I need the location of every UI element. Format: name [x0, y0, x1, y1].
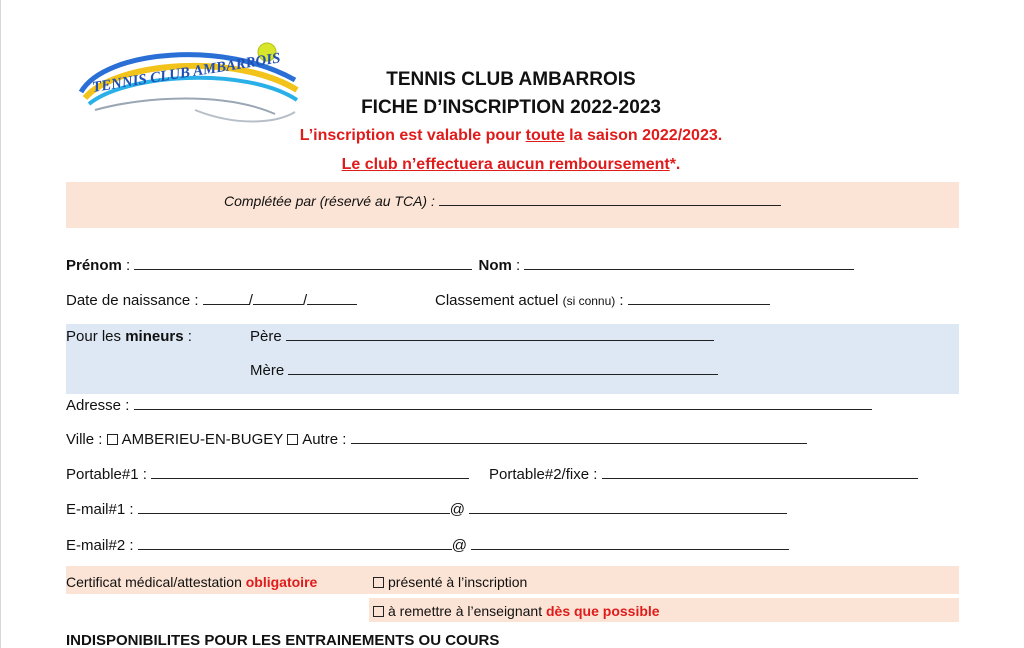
email1-label: E-mail#1 : [66, 501, 134, 518]
father-row [250, 327, 714, 347]
completed-by-row [224, 191, 781, 211]
birth-row: Date de naissance : / / [66, 291, 357, 311]
form-title: FICHE D’INSCRIPTION 2022-2023 [361, 97, 661, 118]
email2-domain-field[interactable] [471, 536, 789, 550]
notice-emphasis: toute [525, 127, 565, 144]
mother-field[interactable] [288, 361, 718, 375]
email1-domain-field[interactable] [469, 500, 787, 514]
medical-present-checkbox[interactable] [373, 577, 384, 588]
city-amberieu-label: AMBERIEU-EN-BUGEY [121, 431, 284, 448]
minors-label: Pour les mineurs : [66, 328, 192, 345]
refund-notice: Le club n’effectuera aucun remboursement*. [341, 156, 681, 173]
email2-row [66, 536, 789, 556]
email1-user-field[interactable] [138, 500, 450, 514]
logo-text: TENNIS CLUB AMBARROIS [91, 50, 282, 96]
medical-later-checkbox[interactable] [373, 606, 384, 617]
email2-at: @ [451, 537, 467, 554]
email2-label: E-mail#2 : [66, 537, 134, 554]
mother-row [250, 361, 718, 381]
ranking-field[interactable] [628, 291, 770, 305]
medical-option-later: à remettre à l’enseignant dès que possible [373, 601, 660, 621]
completed-by-label: Complétée par (réservé au TCA) : [224, 193, 435, 209]
mobile2-field[interactable] [602, 465, 918, 479]
address-label: Adresse : [66, 397, 130, 414]
mobile1-field[interactable] [151, 465, 469, 479]
father-label: Père [250, 328, 282, 345]
availability-title: INDISPONIBILITES POUR LES ENTRAINEMENTS OU COURS [66, 632, 500, 648]
mobile2-row [489, 465, 918, 485]
ranking-row: Classement actuel (si connu) : [435, 291, 770, 311]
birth-day-field[interactable] [203, 291, 249, 305]
email2-user-field[interactable] [138, 536, 452, 550]
city-other-field[interactable] [351, 430, 807, 444]
birth-year-field[interactable] [307, 291, 357, 305]
mother-label: Mère [250, 362, 285, 379]
city-row [66, 430, 807, 450]
city-other-label: Autre : [302, 431, 347, 448]
ranking-hint: (si connu) [562, 294, 616, 308]
birth-date-label: Date de naissance : [66, 292, 199, 309]
first-name-field[interactable] [134, 256, 472, 270]
last-name-field[interactable] [524, 256, 854, 270]
validity-notice: L’inscription est valable pour toute la saison 2022/2023. [299, 127, 723, 144]
ranking-label: Classement actuel [435, 292, 559, 309]
mobile1-row [66, 465, 469, 485]
city-other-checkbox[interactable] [287, 434, 298, 445]
name-row: Prénom : Nom : [66, 256, 854, 276]
address-field[interactable] [134, 396, 872, 410]
address-row [66, 396, 872, 416]
last-name-label: Nom [478, 257, 512, 274]
email1-row [66, 500, 787, 520]
medical-label: Certificat médical/attestation obligatoire [66, 574, 318, 590]
mobile1-label: Portable#1 : [66, 466, 147, 483]
city-amberieu-checkbox[interactable] [107, 434, 118, 445]
completed-by-field[interactable] [439, 192, 781, 206]
birth-month-field[interactable] [253, 291, 303, 305]
first-name-label: Prénom [66, 257, 122, 274]
city-label: Ville : [66, 431, 103, 448]
email1-at: @ [449, 501, 465, 518]
mobile2-label: Portable#2/fixe : [489, 466, 598, 483]
medical-option-present: présenté à l’inscription [373, 572, 527, 592]
club-logo-icon [75, 40, 303, 128]
club-title: TENNIS CLUB AMBARROIS [386, 69, 636, 90]
father-field[interactable] [286, 327, 714, 341]
